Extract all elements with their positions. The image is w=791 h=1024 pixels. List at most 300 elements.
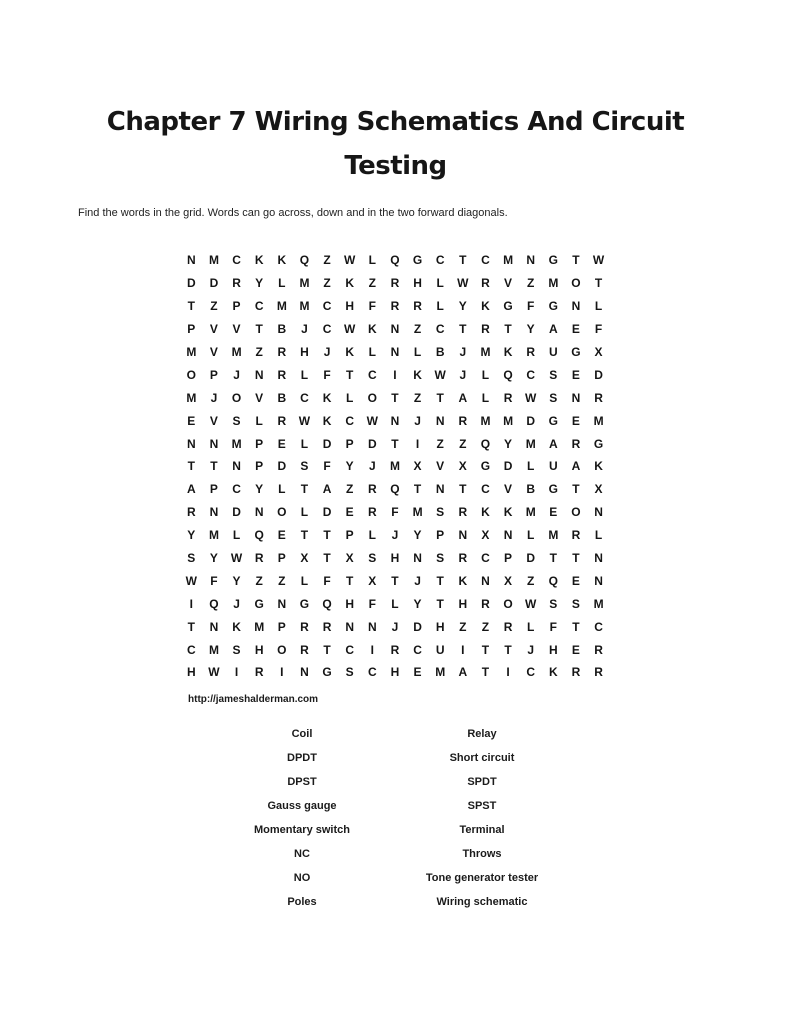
grid-cell: O — [186, 367, 196, 382]
grid-cell: T — [323, 528, 331, 543]
grid-cell: N — [413, 551, 422, 566]
grid-cell: E — [187, 413, 196, 428]
grid-cell: H — [548, 642, 558, 657]
grid-cell: Q — [503, 367, 513, 382]
grid-cell: Z — [255, 345, 263, 359]
grid-cell: Z — [413, 390, 422, 405]
word-list-right — [362, 722, 602, 914]
grid-cell: K — [232, 619, 241, 634]
grid-cell: Y — [413, 528, 422, 543]
grid-cell: J — [527, 642, 535, 657]
grid-cell: H — [345, 596, 355, 611]
grid-cell: X — [345, 551, 354, 566]
grid-cell: S — [571, 596, 580, 611]
grid-cell: R — [277, 345, 287, 359]
grid-cell: T — [255, 322, 263, 337]
grid-cell: F — [549, 619, 557, 634]
grid-cell: C — [594, 619, 603, 634]
word-item: DPDT — [287, 752, 317, 764]
grid-cell: P — [187, 322, 196, 337]
grid-cell: L — [346, 390, 354, 405]
grid-cell: I — [506, 665, 510, 680]
grid-cell: B — [526, 482, 536, 497]
grid-cell: J — [414, 573, 421, 588]
grid-cell: E — [549, 505, 558, 520]
grid-cell: Y — [504, 436, 513, 451]
grid-cell: I — [189, 596, 193, 611]
grid-cell: C — [186, 642, 196, 657]
grid-cell: V — [436, 459, 445, 474]
grid-cell: A — [186, 482, 196, 497]
grid-cell: V — [209, 322, 218, 337]
grid-cell: D — [322, 505, 332, 520]
grid-cell: N — [526, 253, 536, 268]
grid-cell: G — [548, 253, 558, 268]
grid-cell: F — [323, 459, 331, 474]
grid-cell: Z — [346, 482, 354, 497]
grid-cell: L — [481, 390, 490, 405]
grid-cell: K — [345, 345, 355, 359]
grid-cell: L — [391, 596, 399, 611]
grid-cell: K — [481, 505, 490, 520]
grid-cell: T — [187, 459, 195, 474]
grid-cell: N — [186, 436, 196, 451]
grid-cell: C — [367, 367, 377, 382]
grid-cell: U — [548, 345, 558, 359]
grid-cell: T — [436, 573, 444, 588]
grid-cell: B — [435, 345, 445, 359]
grid-cell: Q — [209, 596, 219, 611]
grid-cell: F — [391, 505, 399, 520]
grid-cell: N — [594, 551, 603, 566]
grid-cell: N — [390, 345, 400, 359]
word-item: Short circuit — [449, 752, 515, 764]
grid-cell: Z — [255, 573, 263, 588]
grid-cell: G — [571, 345, 581, 359]
grid-cell: S — [549, 596, 558, 611]
grid-cell: Z — [459, 436, 467, 451]
grid-cell: G — [480, 459, 491, 474]
grid-cell: N — [209, 436, 219, 451]
grid-cell: G — [412, 253, 423, 268]
grid-cell: H — [435, 619, 445, 634]
grid-cell: R — [390, 299, 400, 314]
instruction-text: Find the words in the grid. Words can go across, down and in the two forward diagonals. — [78, 207, 508, 219]
page-title-line1: Chapter 7 Wiring Schematics And Circuit — [106, 107, 685, 137]
grid-cell: Y — [255, 482, 264, 497]
grid-cell: M — [525, 436, 536, 451]
grid-cell: J — [459, 345, 467, 359]
grid-cell: H — [390, 551, 400, 566]
grid-cell: R — [458, 551, 468, 566]
grid-cell: C — [526, 665, 536, 680]
grid-cell: M — [548, 276, 559, 291]
grid-cell: W — [525, 390, 537, 405]
grid-cell: Y — [255, 276, 264, 291]
grid-cell: R — [526, 345, 536, 359]
grid-cell: C — [526, 367, 536, 382]
grid-cell: M — [503, 253, 514, 268]
grid-cell: R — [458, 413, 468, 428]
grid-cell: L — [255, 413, 263, 428]
grid-cell: Z — [436, 436, 444, 451]
grid-cell: L — [481, 367, 490, 382]
grid-cell: I — [461, 642, 465, 657]
word-item: Momentary switch — [254, 824, 350, 836]
grid-cell: S — [549, 367, 558, 382]
grid-cell: S — [232, 413, 241, 428]
grid-cell: G — [322, 665, 332, 680]
grid-cell: N — [367, 619, 377, 634]
grid-cell: H — [458, 596, 468, 611]
grid-cell: L — [527, 528, 535, 543]
grid-cell: Z — [459, 619, 467, 634]
grid-cell: M — [548, 528, 559, 543]
grid-cell: A — [571, 459, 581, 474]
word-item: Relay — [467, 728, 497, 740]
grid-cell: K — [503, 345, 513, 359]
grid-cell: J — [323, 345, 331, 359]
grid-cell: L — [278, 276, 286, 291]
grid-cell: I — [415, 436, 420, 451]
grid-cell: O — [231, 390, 242, 405]
grid-cell: K — [458, 573, 468, 588]
grid-cell: W — [298, 413, 311, 428]
grid-cell: D — [413, 619, 422, 634]
grid-cell: X — [458, 459, 467, 474]
page-title — [0, 100, 791, 188]
grid-cell: V — [504, 276, 513, 291]
word-item: Gauss gauge — [267, 800, 337, 812]
page-title-line2: Testing — [344, 151, 447, 181]
grid-cell: L — [300, 367, 309, 382]
grid-cell: N — [345, 619, 355, 634]
grid-cell: T — [572, 619, 580, 634]
word-item: SPST — [467, 800, 497, 812]
grid-cell: Z — [278, 573, 286, 588]
grid-cell: H — [345, 299, 355, 314]
grid-cell: M — [299, 276, 310, 291]
grid-cell: C — [300, 390, 309, 405]
grid-cell: T — [346, 573, 354, 588]
grid-cell: V — [209, 413, 218, 428]
grid-cell: R — [232, 276, 241, 291]
grid-cell: P — [255, 459, 264, 474]
grid-cell: R — [277, 413, 287, 428]
grid-cell: L — [436, 299, 444, 314]
grid-cell: M — [208, 253, 219, 268]
grid-cell: V — [255, 390, 264, 405]
grid-cell: C — [481, 253, 490, 268]
grid-cell: J — [414, 413, 421, 428]
grid-cell: S — [368, 551, 377, 566]
grid-cell: J — [391, 619, 399, 634]
grid-cell: V — [232, 322, 241, 337]
grid-cell: E — [571, 322, 580, 337]
grid-cell: M — [525, 505, 536, 520]
grid-cell: C — [322, 322, 332, 337]
grid-cell: K — [322, 413, 332, 428]
grid-cell: R — [481, 596, 490, 611]
grid-cell: R — [300, 619, 309, 634]
grid-cell: F — [323, 573, 331, 588]
grid-cell: P — [209, 482, 218, 497]
grid-cell: T — [323, 642, 331, 657]
grid-cell: J — [459, 367, 467, 382]
grid-cell: W — [366, 413, 378, 428]
grid-cell: N — [186, 253, 196, 268]
grid-cell: I — [234, 665, 239, 680]
grid-cell: M — [299, 299, 310, 314]
grid-cell: C — [435, 322, 445, 337]
grid-cell: T — [459, 253, 467, 268]
grid-cell: L — [436, 276, 444, 291]
word-item: Coil — [291, 728, 313, 740]
grid-cell: T — [572, 253, 580, 268]
grid-cell: C — [322, 299, 332, 314]
grid-cell: M — [254, 619, 265, 634]
grid-cell: C — [481, 551, 490, 566]
grid-cell: W — [457, 276, 469, 291]
grid-cell: H — [390, 665, 400, 680]
grid-cell: X — [413, 459, 422, 474]
grid-cell: X — [481, 528, 490, 543]
grid-cell: K — [277, 253, 287, 268]
grid-cell: M — [389, 459, 400, 474]
grid-cell: T — [187, 619, 195, 634]
grid-cell: E — [345, 505, 354, 520]
grid-cell: C — [413, 642, 422, 657]
grid-cell: M — [593, 596, 604, 611]
grid-cell: S — [232, 642, 241, 657]
grid-cell: C — [345, 642, 355, 657]
grid-cell: R — [594, 642, 603, 657]
grid-cell: X — [300, 551, 309, 566]
grid-cell: M — [231, 436, 242, 451]
grid-cell: T — [413, 482, 422, 497]
grid-cell: R — [503, 619, 513, 634]
grid-cell: M — [186, 390, 197, 405]
grid-cell: P — [255, 436, 264, 451]
grid-cell: Q — [322, 596, 332, 611]
grid-cell: F — [210, 573, 218, 588]
grid-cell: K — [367, 322, 377, 337]
grid-cell: Z — [527, 573, 535, 588]
grid-cell: A — [548, 436, 558, 451]
grid-cell: P — [345, 528, 354, 543]
grid-cell: N — [277, 596, 287, 611]
grid-cell: B — [277, 390, 287, 405]
word-item: DPST — [287, 776, 317, 788]
grid-cell: T — [436, 596, 444, 611]
grid-cell: M — [231, 345, 242, 359]
grid-cell: W — [434, 367, 446, 382]
grid-cell: N — [503, 528, 513, 543]
grid-cell: J — [301, 322, 308, 337]
grid-cell: S — [549, 390, 558, 405]
grid-cell: U — [548, 459, 558, 474]
grid-cell: O — [571, 276, 581, 291]
grid-cell: Y — [209, 551, 218, 566]
grid-cell: H — [300, 345, 309, 359]
grid-cell: T — [187, 299, 195, 314]
grid-cell: O — [367, 390, 377, 405]
grid-cell: G — [254, 596, 264, 611]
grid-cell: D — [526, 551, 536, 566]
word-item: NC — [294, 848, 310, 860]
grid-cell: C — [481, 482, 490, 497]
word-grid — [180, 249, 610, 684]
grid-cell: T — [391, 436, 399, 451]
grid-cell: B — [277, 322, 287, 337]
word-item: Terminal — [459, 824, 505, 836]
word-item: Wiring schematic — [436, 896, 528, 908]
grid-cell: P — [277, 551, 286, 566]
grid-cell: W — [344, 253, 356, 268]
grid-cell: E — [277, 436, 286, 451]
grid-cell: C — [345, 413, 355, 428]
word-item: Poles — [287, 896, 317, 908]
grid-cell: I — [393, 367, 397, 382]
grid-cell: P — [436, 528, 445, 543]
grid-cell: Z — [527, 276, 535, 291]
grid-cell: T — [594, 276, 603, 291]
source-url: http://jameshalderman.com — [188, 694, 319, 705]
grid-cell: R — [254, 665, 264, 680]
grid-cell: R — [277, 367, 287, 382]
grid-cell: T — [481, 642, 490, 657]
grid-cell: H — [413, 276, 422, 291]
grid-cell: M — [276, 299, 287, 314]
grid-cell: R — [503, 390, 513, 405]
grid-cell: K — [413, 367, 422, 382]
grid-cell: Z — [368, 276, 376, 291]
grid-cell: Y — [345, 459, 354, 474]
grid-cell: L — [278, 482, 286, 497]
grid-cell: K — [254, 253, 264, 268]
grid-cell: M — [208, 642, 219, 657]
grid-cell: L — [300, 505, 309, 520]
grid-cell: Y — [232, 573, 241, 588]
grid-cell: K — [503, 505, 513, 520]
grid-cell: D — [232, 505, 241, 520]
grid-cell: D — [209, 276, 219, 291]
word-item: Tone generator tester — [425, 872, 539, 884]
grid-cell: A — [458, 665, 468, 680]
grid-cell: M — [503, 413, 514, 428]
grid-cell: N — [571, 390, 581, 405]
grid-cell: H — [254, 642, 264, 657]
grid-cell: L — [300, 436, 309, 451]
grid-cell: N — [209, 505, 219, 520]
grid-cell: N — [571, 299, 581, 314]
grid-cell: O — [277, 642, 287, 657]
grid-cell: G — [593, 436, 604, 451]
grid-cell: A — [548, 322, 558, 337]
grid-cell: M — [186, 345, 197, 359]
grid-cell: W — [185, 573, 197, 588]
grid-cell: J — [210, 390, 218, 405]
grid-cell: T — [300, 528, 309, 543]
grid-cell: T — [436, 390, 444, 405]
grid-cell: T — [346, 367, 354, 382]
grid-cell: D — [526, 413, 536, 428]
grid-cell: N — [254, 505, 264, 520]
grid-cell: R — [594, 390, 603, 405]
grid-cell: N — [481, 573, 490, 588]
grid-cell: R — [254, 551, 264, 566]
grid-cell: T — [391, 573, 399, 588]
grid-cell: U — [435, 642, 445, 657]
grid-cell: I — [370, 642, 374, 657]
grid-cell: N — [390, 413, 400, 428]
grid-cell: W — [525, 596, 537, 611]
grid-cell: R — [322, 619, 332, 634]
grid-cell: T — [300, 482, 309, 497]
grid-cell: L — [300, 573, 309, 588]
grid-cell: D — [594, 367, 603, 382]
grid-cell: V — [209, 345, 218, 359]
grid-cell: N — [435, 413, 445, 428]
grid-cell: M — [480, 345, 491, 359]
grid-cell: N — [232, 459, 241, 474]
grid-cell: L — [368, 253, 376, 268]
grid-cell: E — [571, 642, 580, 657]
grid-cell: O — [571, 505, 581, 520]
grid-cell: P — [345, 436, 354, 451]
grid-cell: K — [481, 299, 490, 314]
grid-cell: R — [390, 642, 400, 657]
grid-cell: K — [345, 276, 355, 291]
grid-cell: C — [367, 665, 377, 680]
grid-cell: X — [594, 482, 603, 497]
grid-cell: L — [413, 345, 422, 359]
grid-cell: Y — [187, 528, 196, 543]
grid-cell: I — [280, 665, 284, 680]
grid-cell: P — [277, 619, 286, 634]
grid-cell: T — [504, 642, 512, 657]
grid-cell: G — [548, 413, 558, 428]
grid-cell: Q — [548, 573, 558, 588]
grid-cell: R — [481, 276, 490, 291]
grid-cell: S — [300, 459, 309, 474]
grid-cell: D — [367, 436, 377, 451]
grid-cell: S — [345, 665, 354, 680]
grid-cell: L — [232, 528, 241, 543]
grid-cell: T — [549, 551, 557, 566]
grid-cell: J — [391, 528, 399, 543]
grid-cell: E — [413, 665, 422, 680]
grid-cell: S — [436, 505, 445, 520]
grid-cell: S — [436, 551, 445, 566]
grid-cell: M — [208, 528, 219, 543]
grid-cell: F — [368, 299, 376, 314]
grid-cell: N — [435, 482, 445, 497]
grid-cell: C — [232, 482, 241, 497]
grid-cell: T — [391, 390, 399, 405]
grid-cell: T — [504, 322, 512, 337]
grid-cell: P — [232, 299, 241, 314]
grid-cell: Z — [323, 276, 331, 291]
grid-cell: T — [323, 551, 331, 566]
grid-cell: T — [459, 482, 467, 497]
grid-cell: E — [571, 367, 580, 382]
grid-cell: O — [277, 505, 287, 520]
word-item: Throws — [462, 848, 502, 860]
grid-cell: G — [503, 299, 513, 314]
grid-cell: R — [571, 665, 581, 680]
grid-cell: L — [527, 459, 535, 474]
